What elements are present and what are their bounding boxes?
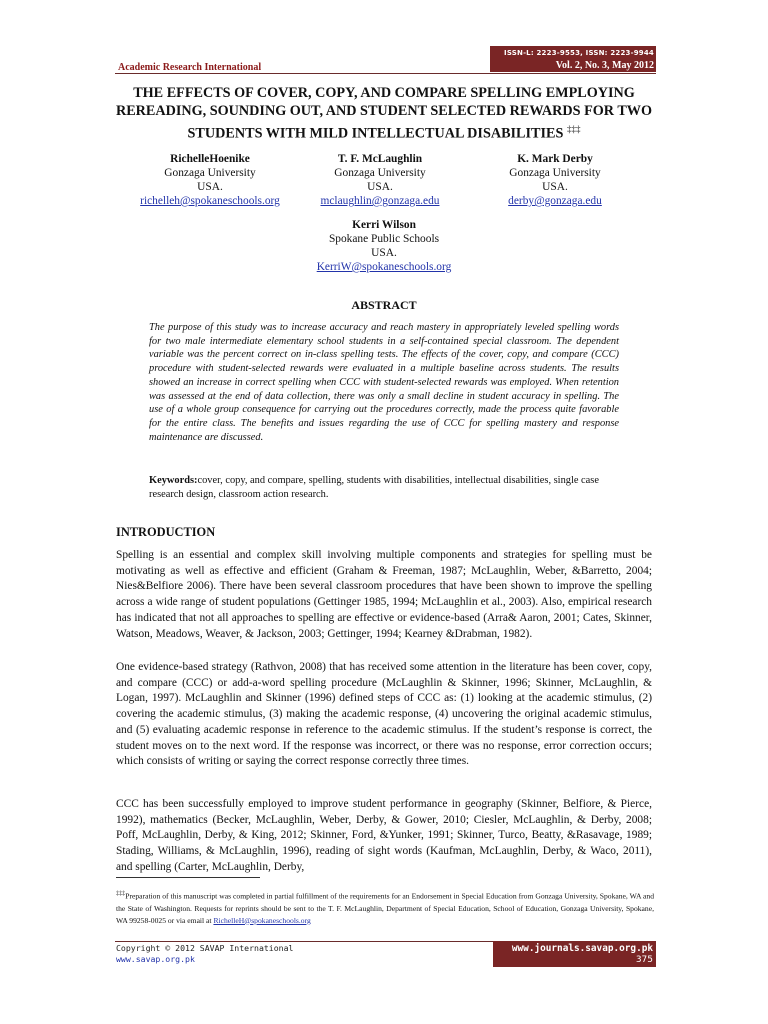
journal-site-link[interactable]: www.journals.savap.org.pk (511, 943, 653, 954)
author-block (120, 152, 300, 208)
author-block (465, 152, 645, 208)
body-paragraph: Spelling is an essential and complex skill involving multiple components and strategies for spelling must be motivating as well as effective and efficient (Graham & Freeman, 1987; McLaughlin, Weber, &Barretto, 2004; Nies&Belfiore 2006). There have been several classroom procedures that have been shown to improve the spelling across a wide range of student populations (Gettinger 1985, 1994; McLaughlin et al., 2003). Also, empirical research has indicated that not all approaches to spelling are effective or evidence-based (Arra& Aaron, 2001; Cates, Skinner, Watson, Meadows, Weaver, & Jackson, 2003; Gettinger, 1994; Kearney &Drabman, 1982). (116, 549, 652, 640)
author-affiliation: Gonzaga University (509, 167, 601, 179)
footnote-email-link[interactable]: RichelleH@spokaneschools.org (213, 915, 311, 925)
section-heading: INTRODUCTION (116, 525, 216, 539)
title-footnote-mark: ‡‡‡ (566, 124, 581, 134)
page-number: 375 (635, 955, 653, 965)
paper-title (110, 84, 658, 143)
footnote-text: Preparation of this manuscript was completed in partial fulfillment of the requirements for an Endorsement in Special Education from Gonzaga University, Spokane, WA and the State of Washington. Requests for reprints should be sent to the T. F. McLaughlin, Department of Special Education, School of Education, Gonzaga University, Spokane, WA 99258-0025 or via email at (116, 891, 655, 925)
footer-link[interactable]: www.savap.org.pk (116, 954, 195, 964)
author-affiliation: Gonzaga University (334, 167, 426, 179)
abstract-text: The purpose of this study was to increase accuracy and reach mastery in appropriately leveled spelling words for two male intermediate elementary school students in a self-contained special classroom. The dependent variable was the percent correct on in-class spelling tests. The effects of the cover, copy, and compare (CCC) procedure with student-selected rewards were evaluated in a multiple baseline across students. The results showed an increase in correct spelling when CCC with student-selected rewards was employed. When retention was assessed at the end of data collection, there was only a small decline in student accuracy in spelling. The use of a whole group consequence for carrying out the procedures correctly, made the process quite favorable for the entire class. The benefits and issues regarding the use of CCC for spelling mastery and response maintenance are discussed. (149, 322, 619, 443)
copyright: Copyright © 2012 SAVAP International (116, 943, 294, 953)
author-affiliation: Gonzaga University (164, 167, 256, 179)
footnote-divider (116, 877, 260, 878)
body-paragraph: One evidence-based strategy (Rathvon, 2008) that has received some attention in the literature has been cover, copy, and compare (CCC) or add-a-word spelling procedure (McLaughlin & Skinner, 1996; Skinner, McLaughlin, & Logan, 1997). McLaughlin and Skinner (1996) defined steps of CCC as: (1) looking at the academic stimulus, (2) covering the academic stimulus, (3) making the academic response, (4) uncovering the original academic stimulus, and (5) evaluating academic response in reference to the academic stimulus. If the student’s response is correct, the student moves on to the next word. If the response was incorrect, or there was no response, error correction occurs; which consists of writing or saying the correct response correctly three times. (116, 661, 652, 768)
abstract-heading: ABSTRACT (351, 298, 417, 312)
footnote (116, 888, 654, 927)
author-block (294, 218, 474, 274)
author-email-link[interactable]: KerriW@spokaneschools.org (316, 261, 452, 273)
issn: ISSN-L: 2223-9553, ISSN: 2223-9944 (504, 49, 654, 57)
keywords-text: cover, copy, and compare, spelling, students with disabilities, intellectual disabilities, single case research design, classroom action research. (149, 475, 599, 500)
author-name: K. Mark Derby (517, 153, 593, 165)
journal-name: Academic Research International (118, 62, 262, 73)
author-email-link[interactable]: richelleh@spokaneschools.org (140, 195, 280, 207)
volume-info: Vol. 2, No. 3, May 2012 (555, 60, 654, 71)
author-affiliation: Spokane Public Schools (328, 233, 440, 245)
keywords-label: Keywords: (149, 475, 198, 486)
body-paragraph: CCC has been successfully employed to improve student performance in geography (Skinner, Belfiore, & Pierce, 1992), mathematics (Becker, McLaughlin, Weber, Derby, & Gower, 2010; Ciesler, McLaughlin, & Derby, 2008; Poff, McLaughlin, Derby, & King, 2012; Skinner, Ford, &Yunker, 1991; Skinner, Turco, Beatty, &Rasavage, 1989; Stading, Williams, & McLaughlin, 1996), reading of sight words (Kaufman, McLaughlin, Derby, & Waco, 2011), and spelling (Carter, McLaughlin, Derby, (116, 798, 652, 873)
author-email-link[interactable]: mclaughlin@gonzaga.edu (320, 195, 440, 207)
author-country: USA. (197, 181, 223, 193)
author-country: USA. (542, 181, 568, 193)
header-divider (115, 73, 656, 74)
keywords (149, 474, 621, 501)
author-name: Kerri Wilson (352, 219, 416, 231)
author-email-link[interactable]: derby@gonzaga.edu (508, 195, 602, 207)
footnote-mark: ‡‡‡ (116, 891, 126, 897)
author-name: RichelleHoenike (170, 153, 250, 165)
title-text: THE EFFECTS OF COVER, COPY, AND COMPARE SPELLING EMPLOYING REREADING, SOUNDING OUT, AND STUDENT SELECTED REWARDS FOR TWO STUDENTS WITH MILD INTELLECTUAL DISABILITIES (115, 85, 653, 142)
author-block (290, 152, 470, 208)
author-country: USA. (371, 247, 397, 259)
author-country: USA. (367, 181, 393, 193)
author-name: T. F. McLaughlin (337, 153, 423, 165)
